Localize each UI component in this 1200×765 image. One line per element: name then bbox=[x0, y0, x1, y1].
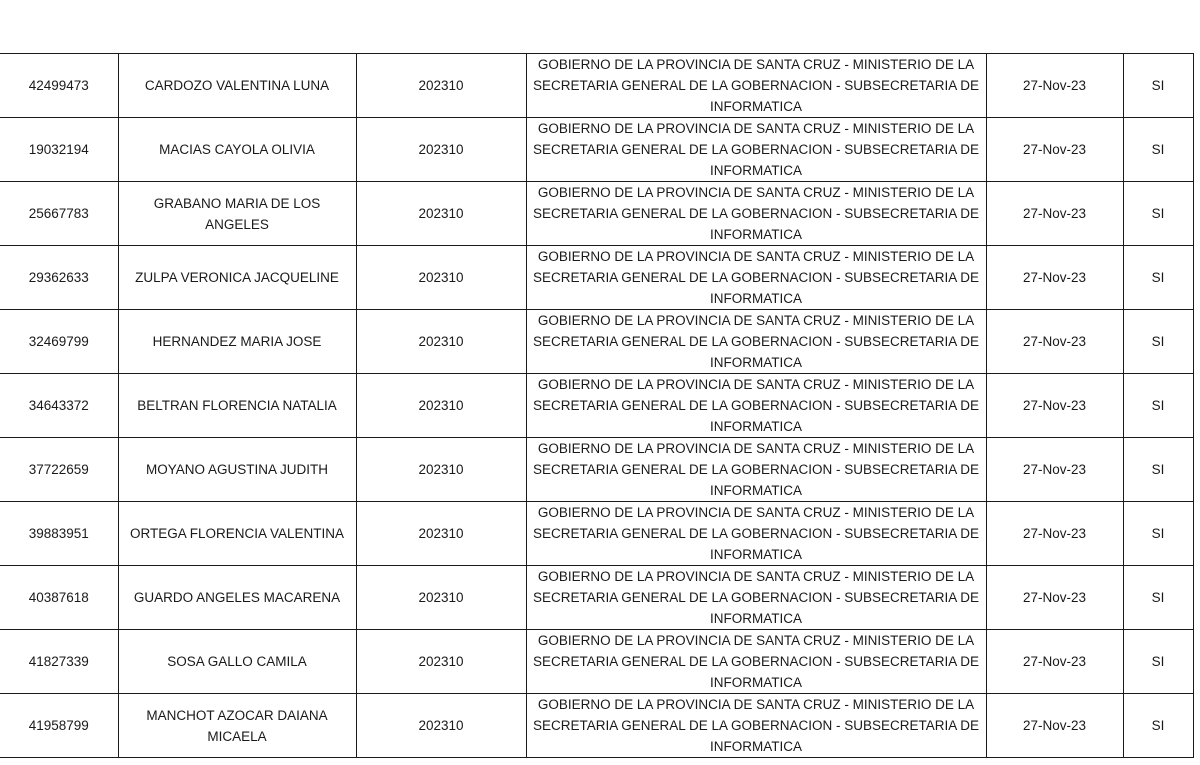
name-cell: ZULPA VERONICA JACQUELINE bbox=[118, 246, 356, 310]
data-table bbox=[0, 53, 1194, 758]
table-row bbox=[0, 566, 1193, 630]
dni-cell: 41958799 bbox=[0, 694, 118, 758]
name-cell: GUARDO ANGELES MACARENA bbox=[118, 566, 356, 630]
period-cell: 202310 bbox=[356, 54, 526, 118]
dni-cell: 32469799 bbox=[0, 310, 118, 374]
period-cell: 202310 bbox=[356, 118, 526, 182]
status-cell: SI bbox=[1123, 694, 1193, 758]
date-cell: 27-Nov-23 bbox=[986, 438, 1123, 502]
agency-cell: GOBIERNO DE LA PROVINCIA DE SANTA CRUZ - MINISTERIO DE LA SECRETARIA GENERAL DE LA GOBERNACION - SUBSECRETARIA DE INFORMATICA bbox=[526, 246, 986, 310]
period-cell: 202310 bbox=[356, 502, 526, 566]
table-row bbox=[0, 694, 1193, 758]
name-cell: MOYANO AGUSTINA JUDITH bbox=[118, 438, 356, 502]
date-cell: 27-Nov-23 bbox=[986, 182, 1123, 246]
status-cell: SI bbox=[1123, 374, 1193, 438]
status-cell: SI bbox=[1123, 566, 1193, 630]
agency-cell: GOBIERNO DE LA PROVINCIA DE SANTA CRUZ - MINISTERIO DE LA SECRETARIA GENERAL DE LA GOBERNACION - SUBSECRETARIA DE INFORMATICA bbox=[526, 54, 986, 118]
agency-cell: GOBIERNO DE LA PROVINCIA DE SANTA CRUZ - MINISTERIO DE LA SECRETARIA GENERAL DE LA GOBERNACION - SUBSECRETARIA DE INFORMATICA bbox=[526, 438, 986, 502]
name-cell: BELTRAN FLORENCIA NATALIA bbox=[118, 374, 356, 438]
status-cell: SI bbox=[1123, 630, 1193, 694]
period-cell: 202310 bbox=[356, 182, 526, 246]
dni-cell: 19032194 bbox=[0, 118, 118, 182]
dni-cell: 40387618 bbox=[0, 566, 118, 630]
date-cell: 27-Nov-23 bbox=[986, 246, 1123, 310]
dni-cell: 29362633 bbox=[0, 246, 118, 310]
agency-cell: GOBIERNO DE LA PROVINCIA DE SANTA CRUZ - MINISTERIO DE LA SECRETARIA GENERAL DE LA GOBERNACION - SUBSECRETARIA DE INFORMATICA bbox=[526, 118, 986, 182]
period-cell: 202310 bbox=[356, 374, 526, 438]
agency-cell: GOBIERNO DE LA PROVINCIA DE SANTA CRUZ - MINISTERIO DE LA SECRETARIA GENERAL DE LA GOBERNACION - SUBSECRETARIA DE INFORMATICA bbox=[526, 310, 986, 374]
agency-cell: GOBIERNO DE LA PROVINCIA DE SANTA CRUZ - MINISTERIO DE LA SECRETARIA GENERAL DE LA GOBERNACION - SUBSECRETARIA DE INFORMATICA bbox=[526, 502, 986, 566]
agency-cell: GOBIERNO DE LA PROVINCIA DE SANTA CRUZ - MINISTERIO DE LA SECRETARIA GENERAL DE LA GOBERNACION - SUBSECRETARIA DE INFORMATICA bbox=[526, 374, 986, 438]
table-row bbox=[0, 54, 1193, 118]
dni-cell: 39883951 bbox=[0, 502, 118, 566]
agency-cell: GOBIERNO DE LA PROVINCIA DE SANTA CRUZ - MINISTERIO DE LA SECRETARIA GENERAL DE LA GOBERNACION - SUBSECRETARIA DE INFORMATICA bbox=[526, 694, 986, 758]
dni-cell: 34643372 bbox=[0, 374, 118, 438]
period-cell: 202310 bbox=[356, 438, 526, 502]
date-cell: 27-Nov-23 bbox=[986, 694, 1123, 758]
status-cell: SI bbox=[1123, 182, 1193, 246]
dni-cell: 41827339 bbox=[0, 630, 118, 694]
table-row bbox=[0, 310, 1193, 374]
dni-cell: 37722659 bbox=[0, 438, 118, 502]
status-cell: SI bbox=[1123, 246, 1193, 310]
period-cell: 202310 bbox=[356, 694, 526, 758]
period-cell: 202310 bbox=[356, 246, 526, 310]
date-cell: 27-Nov-23 bbox=[986, 54, 1123, 118]
name-cell: ORTEGA FLORENCIA VALENTINA bbox=[118, 502, 356, 566]
table-row bbox=[0, 630, 1193, 694]
date-cell: 27-Nov-23 bbox=[986, 310, 1123, 374]
table-row bbox=[0, 118, 1193, 182]
date-cell: 27-Nov-23 bbox=[986, 630, 1123, 694]
name-cell: GRABANO MARIA DE LOS ANGELES bbox=[118, 182, 356, 246]
status-cell: SI bbox=[1123, 118, 1193, 182]
agency-cell: GOBIERNO DE LA PROVINCIA DE SANTA CRUZ - MINISTERIO DE LA SECRETARIA GENERAL DE LA GOBERNACION - SUBSECRETARIA DE INFORMATICA bbox=[526, 630, 986, 694]
date-cell: 27-Nov-23 bbox=[986, 118, 1123, 182]
period-cell: 202310 bbox=[356, 566, 526, 630]
period-cell: 202310 bbox=[356, 630, 526, 694]
status-cell: SI bbox=[1123, 438, 1193, 502]
agency-cell: GOBIERNO DE LA PROVINCIA DE SANTA CRUZ - MINISTERIO DE LA SECRETARIA GENERAL DE LA GOBERNACION - SUBSECRETARIA DE INFORMATICA bbox=[526, 182, 986, 246]
date-cell: 27-Nov-23 bbox=[986, 566, 1123, 630]
status-cell: SI bbox=[1123, 310, 1193, 374]
name-cell: HERNANDEZ MARIA JOSE bbox=[118, 310, 356, 374]
table-row bbox=[0, 502, 1193, 566]
name-cell: MANCHOT AZOCAR DAIANA MICAELA bbox=[118, 694, 356, 758]
agency-cell: GOBIERNO DE LA PROVINCIA DE SANTA CRUZ - MINISTERIO DE LA SECRETARIA GENERAL DE LA GOBERNACION - SUBSECRETARIA DE INFORMATICA bbox=[526, 566, 986, 630]
status-cell: SI bbox=[1123, 502, 1193, 566]
period-cell: 202310 bbox=[356, 310, 526, 374]
name-cell: CARDOZO VALENTINA LUNA bbox=[118, 54, 356, 118]
table-row bbox=[0, 182, 1193, 246]
table-row bbox=[0, 374, 1193, 438]
status-cell: SI bbox=[1123, 54, 1193, 118]
table-row bbox=[0, 246, 1193, 310]
date-cell: 27-Nov-23 bbox=[986, 502, 1123, 566]
dni-cell: 42499473 bbox=[0, 54, 118, 118]
table-row bbox=[0, 438, 1193, 502]
date-cell: 27-Nov-23 bbox=[986, 374, 1123, 438]
name-cell: SOSA GALLO CAMILA bbox=[118, 630, 356, 694]
name-cell: MACIAS CAYOLA OLIVIA bbox=[118, 118, 356, 182]
dni-cell: 25667783 bbox=[0, 182, 118, 246]
